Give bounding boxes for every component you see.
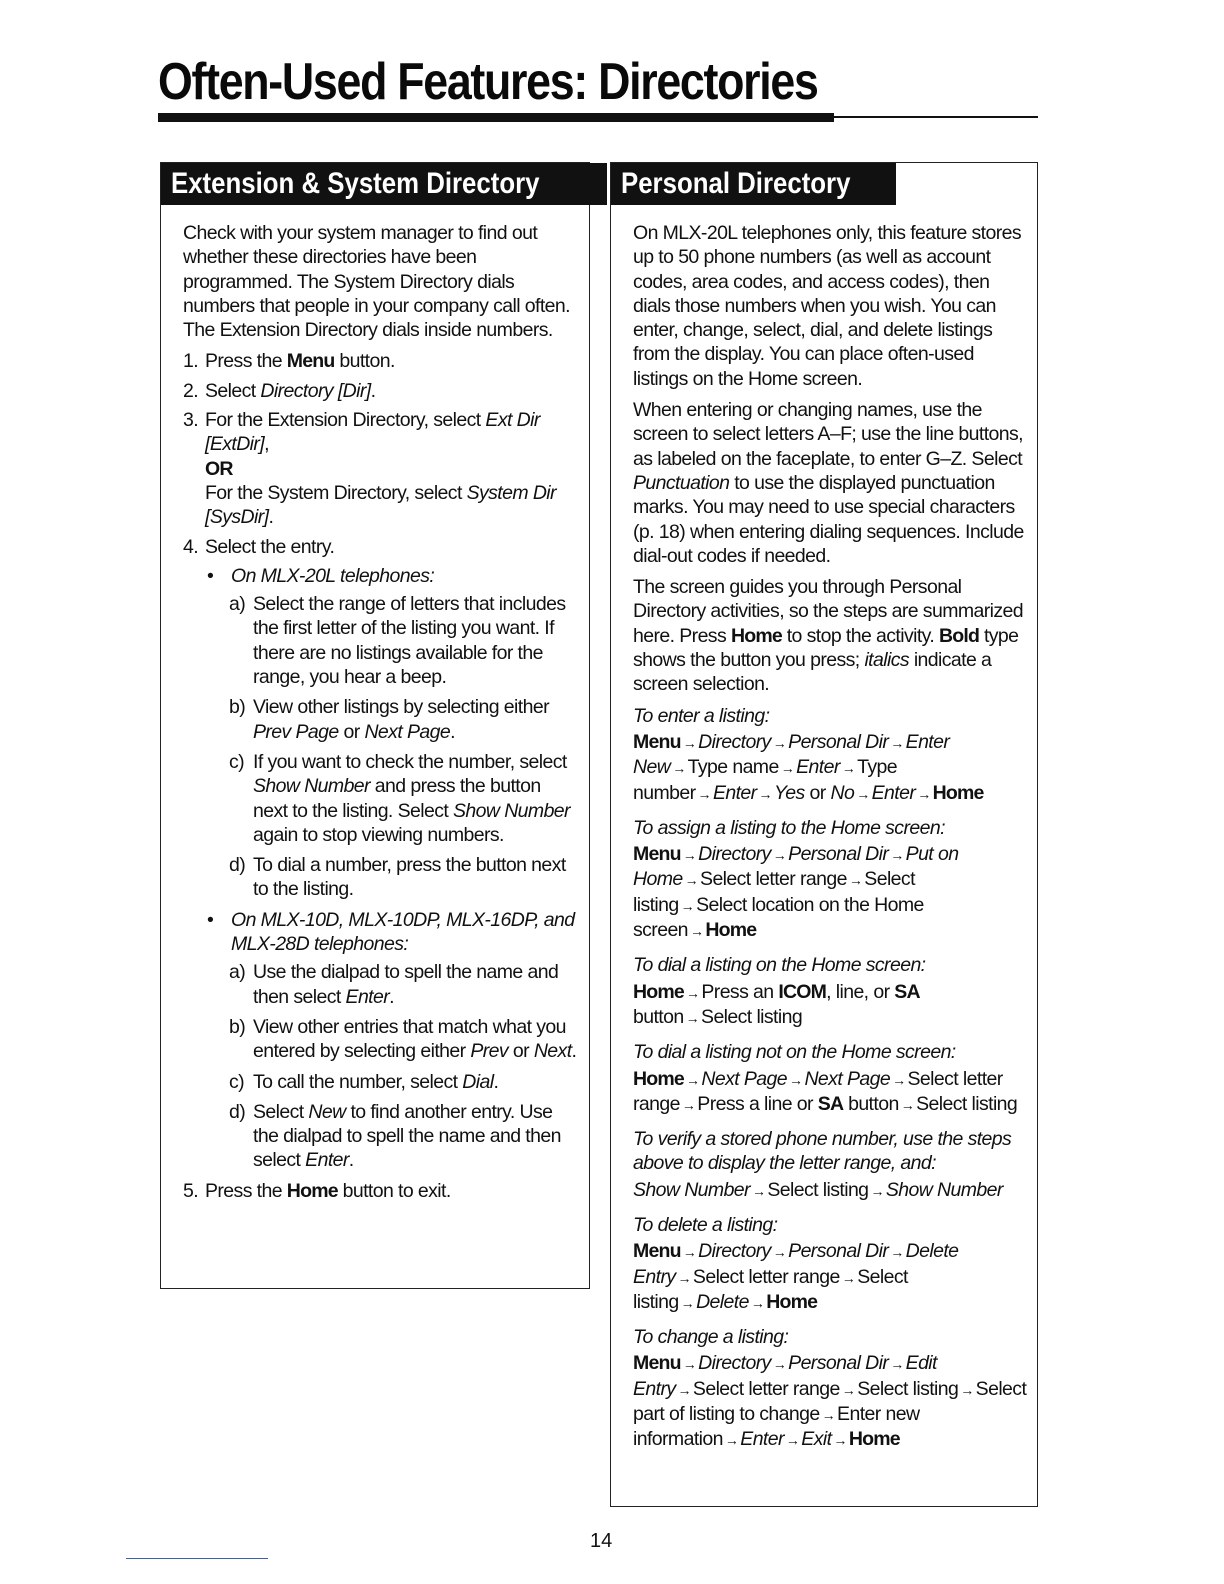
action-text: Type name <box>687 756 779 779</box>
arrow-icon: → <box>870 1182 884 1199</box>
substep <box>229 592 579 689</box>
substep <box>229 1070 579 1094</box>
sequence-assign-listing <box>633 816 1027 943</box>
substep <box>229 960 579 1009</box>
step-text: For the Extension Directory, select <box>205 409 486 432</box>
sequence-steps <box>633 730 1027 806</box>
arrow-icon: → <box>772 1244 787 1261</box>
arrow-icon: → <box>890 1244 904 1261</box>
action-text: button <box>843 1092 899 1115</box>
bullet-heading: On MLX-10D, MLX-10DP, MLX-16DP, and MLX-28D telephones: <box>231 908 575 956</box>
bullet-heading: On MLX-20L telephones: <box>231 564 435 587</box>
personal-directory-panel <box>610 162 1038 1507</box>
sequence-steps <box>633 842 1027 943</box>
arrow-icon: → <box>697 785 711 802</box>
substep-text: or <box>508 1040 534 1063</box>
arrow-icon: → <box>681 1096 696 1113</box>
screen-selection: Next Page <box>364 720 451 743</box>
screen-selection: Put on Home <box>633 843 959 891</box>
button-name: Home <box>705 919 757 942</box>
arrow-icon: → <box>789 1071 803 1088</box>
substep-letter: a) <box>229 961 246 984</box>
sequence-heading: To assign a listing to the Home screen: <box>633 816 945 839</box>
screen-selection: Directory <box>698 730 771 753</box>
italic-word: italics <box>864 649 909 672</box>
paragraph-text: to stop the activity. <box>781 624 940 647</box>
screen-selection: New <box>308 1100 346 1123</box>
sequence-dial-home <box>633 953 1027 1030</box>
arrow-icon: → <box>724 1432 739 1449</box>
substep <box>229 1015 579 1064</box>
step-text: . <box>268 506 274 529</box>
screen-selection: Show Number <box>453 799 570 822</box>
substep-text: to find another entry. Use the dialpad to spell the name and then select <box>253 1100 561 1172</box>
screen-selection: Personal Dir <box>788 1240 889 1263</box>
panel-body <box>633 221 1027 1463</box>
step-text: Select the entry. <box>205 535 335 558</box>
action-text: button <box>633 1005 684 1028</box>
sequence-heading: To change a listing: <box>633 1326 789 1349</box>
screen-selection: Next <box>533 1040 572 1063</box>
substep-text: . <box>493 1070 499 1093</box>
arrow-icon: → <box>900 1096 915 1113</box>
sequence-heading: To verify a stored phone number, use the steps above to display the letter range, and: <box>633 1128 1012 1175</box>
step-4 <box>183 535 579 559</box>
substep-letter: d) <box>229 854 246 877</box>
arrow-icon: → <box>890 847 904 864</box>
button-name: SA <box>817 1092 844 1115</box>
arrow-icon: → <box>780 760 795 777</box>
substep-letter: a) <box>229 593 246 616</box>
substep-text: View other listings by selecting either <box>253 696 549 719</box>
sequence-steps <box>633 1239 1027 1315</box>
screen-selection: Next Page <box>701 1067 788 1090</box>
screen-selection: Enter <box>740 1428 784 1451</box>
screen-selection: Delete <box>696 1290 749 1313</box>
title-underline-thin <box>158 116 1038 118</box>
screen-selection: Enter New <box>633 730 950 779</box>
substep-text: . <box>389 985 394 1008</box>
screen-selection: Punctuation <box>633 471 730 494</box>
arrow-icon: → <box>772 847 787 864</box>
page-title: Often-Used Features: Directories <box>158 53 818 111</box>
substep-text: Select the range of letters that includes the first letter of the listing you want. If there are no listings available for the range, you hear a beep. <box>253 593 566 689</box>
screen-selection: Next Page <box>804 1067 891 1090</box>
arrow-icon: → <box>682 1244 697 1261</box>
step-text: . <box>370 379 376 402</box>
step-2 <box>183 379 579 403</box>
paragraph-text: The screen guides you through Personal Directory activities, so the steps are summarized here. Press <box>633 576 1023 647</box>
arrow-icon: → <box>960 1381 974 1398</box>
substep-letter: c) <box>229 1070 245 1093</box>
button-name: Home <box>633 1067 684 1090</box>
arrow-icon: → <box>785 1432 800 1449</box>
action-text: Select part of listing to change <box>633 1377 1027 1426</box>
screen-selection: Delete Entry <box>633 1240 959 1288</box>
arrow-icon: → <box>821 1407 836 1424</box>
action-text: , line, or <box>826 980 895 1003</box>
action-text: Select listing <box>701 1005 803 1028</box>
arrow-icon: → <box>856 785 870 802</box>
substep-text: and press the button next to the listing. Select <box>253 775 541 822</box>
arrow-icon: → <box>684 872 699 889</box>
arrow-icon: → <box>772 734 787 751</box>
step-1 <box>183 349 579 373</box>
action-text: Select location on the Home screen <box>633 893 924 942</box>
substep <box>229 853 579 902</box>
entry-paragraph <box>633 398 1027 568</box>
arrow-icon: → <box>772 1356 787 1373</box>
step-text: button. <box>334 350 395 373</box>
footer-rule <box>126 1558 268 1559</box>
arrow-icon: → <box>751 1182 766 1199</box>
screen-selection: Dial <box>462 1070 494 1093</box>
sequence-heading: To delete a listing: <box>633 1213 778 1236</box>
step-text: Press the <box>205 350 287 373</box>
step-3 <box>183 408 579 529</box>
sequence-heading: To dial a listing not on the Home screen: <box>633 1041 956 1064</box>
step-number: 5. <box>183 1179 199 1202</box>
action-text: Press an <box>701 980 779 1003</box>
sequence-steps <box>633 980 1027 1031</box>
screen-selection: Show Number <box>885 1178 1003 1201</box>
action-text: Select listing <box>767 1178 869 1201</box>
screen-selection: No <box>830 781 855 804</box>
arrow-icon: → <box>685 984 700 1001</box>
substep-text: Select <box>253 1100 309 1123</box>
step-number: 1. <box>183 350 199 373</box>
screen-selection: Enter <box>305 1149 349 1172</box>
step-number: 3. <box>183 409 199 432</box>
arrow-icon: → <box>677 1269 691 1286</box>
button-name: Home <box>286 1179 338 1202</box>
screen-selection: Show Number <box>633 1178 750 1201</box>
screen-selection: Exit <box>801 1428 832 1451</box>
button-name: Menu <box>633 843 681 866</box>
arrow-icon: → <box>689 923 704 940</box>
action-text: Select listing <box>633 1265 908 1313</box>
screen-selection: Prev <box>470 1040 509 1063</box>
arrow-icon: → <box>841 1269 856 1286</box>
substep-text: View other entries that match what you entered by selecting either <box>253 1015 566 1063</box>
screen-selection: Personal Dir <box>788 730 889 753</box>
screen-selection: Enter <box>796 756 840 779</box>
button-name: SA <box>894 980 920 1003</box>
button-name: Home <box>730 624 782 647</box>
action-text: Select letter range <box>692 1377 840 1400</box>
paragraph-text: indicate a screen selection. <box>633 649 992 696</box>
action-text: Select letter range <box>692 1265 840 1288</box>
action-text: Select listing <box>916 1092 1018 1115</box>
button-name: ICOM <box>778 980 827 1003</box>
button-name: Home <box>766 1290 818 1313</box>
step-text: button to exit. <box>337 1179 451 1202</box>
substep-text: again to stop viewing numbers. <box>253 823 504 846</box>
or-label: OR <box>205 457 233 480</box>
action-text: Select listing <box>633 868 915 916</box>
arrow-icon: → <box>677 1381 691 1398</box>
action-text: Select listing <box>857 1377 959 1400</box>
step-5 <box>183 1179 579 1203</box>
panel-header-text: Extension & System Directory <box>171 167 540 200</box>
screen-selection: Enter <box>871 781 916 804</box>
screen-selection: Show Number <box>253 775 370 798</box>
screen-selection: Yes <box>773 781 805 804</box>
step-number: 2. <box>183 379 199 402</box>
panel-header <box>161 163 607 205</box>
substep-text: or <box>338 720 365 743</box>
arrow-icon: → <box>848 872 863 889</box>
substep-text: To dial a number, press the button next to the listing. <box>253 854 566 901</box>
action-text: Select letter range <box>633 1067 1003 1115</box>
substep <box>229 750 579 847</box>
paragraph-text: When entering or changing names, use the screen to select letters A–F; use the line buttons, as labeled on the faceplate, to enter G–Z. Select <box>633 399 1023 470</box>
button-name: Menu <box>633 1352 681 1375</box>
bullet-mlx-dp <box>207 908 579 957</box>
arrow-icon: → <box>682 847 697 864</box>
intro-paragraph: Check with your system manager to find out whether these directories have been programmed. The System Directory dials numbers that people in your company call often. The Extension Directory dials inside numbers. <box>183 222 570 342</box>
arrow-icon: → <box>680 1294 695 1311</box>
button-name: Home <box>932 781 984 804</box>
substep-letter: b) <box>229 1015 246 1038</box>
sequence-delete-listing <box>633 1213 1027 1315</box>
arrow-icon: → <box>682 1356 697 1373</box>
arrow-icon: → <box>682 734 697 751</box>
step-text: For the System Directory, select <box>205 481 467 504</box>
arrow-icon: → <box>841 760 856 777</box>
sequence-heading: To dial a listing on the Home screen: <box>633 954 926 977</box>
action-text: or <box>804 781 831 804</box>
substep <box>229 695 579 744</box>
substep-text: . <box>348 1149 354 1172</box>
screen-selection: Directory <box>698 1240 771 1263</box>
paragraph-text: type shows the button you press; <box>633 624 1019 672</box>
screen-selection: Directory [Dir] <box>260 379 371 402</box>
screen-selection: Edit Entry <box>633 1352 937 1400</box>
sequence-steps <box>633 1178 1027 1203</box>
arrow-icon: → <box>680 897 695 914</box>
step-text: , <box>264 433 269 456</box>
substep-text: To call the number, select <box>253 1070 463 1093</box>
paragraph-text: to use the displayed punctuation marks. You may need to use special characters (p. 18) when entering dialing sequences. Include dial-out codes if needed. <box>633 471 1024 567</box>
action-text: Type number <box>633 756 898 804</box>
screen-selection: Personal Dir <box>788 1352 889 1375</box>
action-text: Enter new information <box>633 1403 920 1451</box>
page-number: 14 <box>590 1530 613 1552</box>
substep-text: Use the dialpad to spell the name and then select <box>253 961 559 1008</box>
arrow-icon: → <box>917 785 931 802</box>
panel-header <box>611 163 896 205</box>
panel-header-text: Personal Directory <box>621 167 851 200</box>
button-name: Menu <box>633 1240 681 1263</box>
arrow-icon: → <box>833 1432 847 1449</box>
bullet-mlx20l <box>207 564 579 588</box>
screen-selection: Personal Dir <box>788 843 889 866</box>
button-name: Home <box>633 980 684 1003</box>
substep-text: . <box>450 720 455 743</box>
arrow-icon: → <box>685 1009 700 1026</box>
sequence-dial-not-home <box>633 1040 1027 1117</box>
sequence-verify-number <box>633 1127 1027 1203</box>
arrow-icon: → <box>685 1071 700 1088</box>
screen-selection: System Dir [SysDir] <box>205 481 556 529</box>
guide-paragraph <box>633 575 1027 696</box>
arrow-icon: → <box>892 1071 906 1088</box>
substep <box>229 1100 579 1173</box>
screen-selection: Enter <box>712 781 757 804</box>
screen-selection: Ext Dir [ExtDir] <box>205 409 540 456</box>
arrow-icon: → <box>758 785 772 802</box>
intro-paragraph: On MLX-20L telephones only, this feature stores up to 50 phone numbers (as well as account codes, area codes, and access codes), then dials those numbers when you wish. You can enter, change, select, dial, and delete listings from the display. You can place often-used listings on the Home screen. <box>633 222 1022 390</box>
sequence-change-listing <box>633 1325 1027 1452</box>
step-text: Press the <box>205 1179 287 1202</box>
sequence-heading: To enter a listing: <box>633 704 770 727</box>
bullet-icon: • <box>207 908 214 931</box>
sequence-steps <box>633 1067 1027 1118</box>
arrow-icon: → <box>841 1381 856 1398</box>
screen-selection: Directory <box>698 1352 771 1375</box>
bold-word: Bold <box>939 624 980 647</box>
panel-body <box>183 221 579 1208</box>
action-text: Press a line or <box>697 1092 818 1115</box>
substep-letter: c) <box>229 750 245 773</box>
bullet-icon: • <box>207 564 214 587</box>
arrow-icon: → <box>890 734 904 751</box>
button-name: Menu <box>286 350 335 373</box>
arrow-icon: → <box>750 1294 765 1311</box>
substep-text: . <box>571 1040 577 1063</box>
step-number: 4. <box>183 535 199 558</box>
screen-selection: Enter <box>345 985 390 1008</box>
screen-selection: Prev Page <box>253 720 339 743</box>
button-name: Home <box>848 1428 900 1451</box>
sequence-steps <box>633 1351 1027 1452</box>
screen-selection: Directory <box>698 843 771 866</box>
sequence-enter-listing <box>633 704 1027 806</box>
action-text: Select letter range <box>700 868 847 891</box>
step-text: Select <box>205 379 261 402</box>
arrow-icon: → <box>890 1356 904 1373</box>
substep-letter: d) <box>229 1100 246 1123</box>
button-name: Menu <box>633 730 681 753</box>
extension-system-directory-panel <box>160 162 590 1289</box>
substep-text: If you want to check the number, select <box>253 750 567 773</box>
substep-letter: b) <box>229 696 246 719</box>
arrow-icon: → <box>672 760 686 777</box>
